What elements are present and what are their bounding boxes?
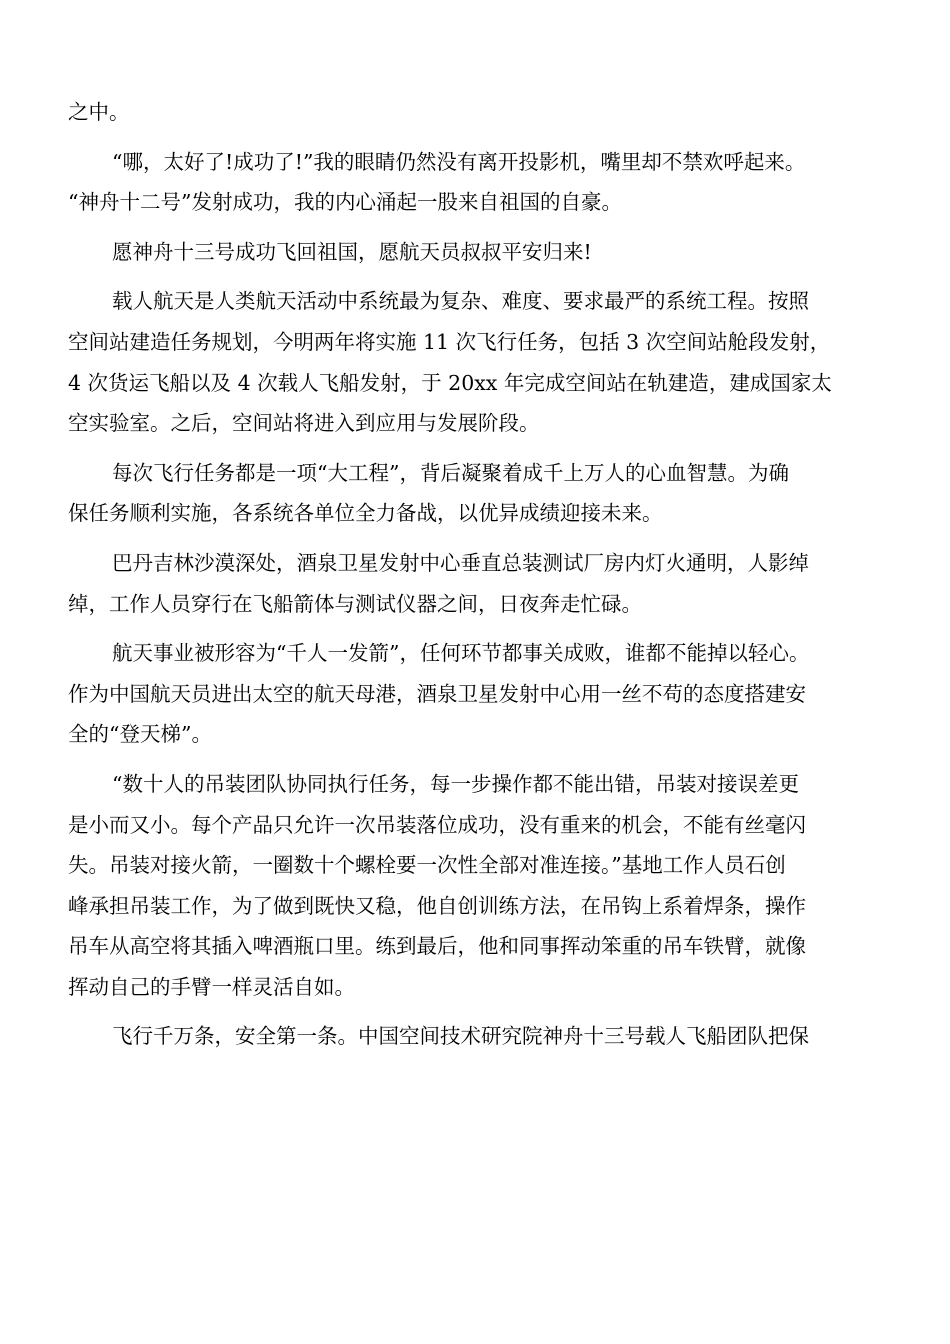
- text-line: 4 次货运飞船以及 4 次载人飞船发射，于 20xx 年完成空间站在轨建造，建成国家太: [68, 370, 832, 395]
- text-line: 每次飞行任务都是一项“大工程”，背后凝聚着成千上万人的心血智慧。为确: [112, 460, 789, 485]
- text-line: 全的“登天梯”。: [68, 722, 212, 747]
- text-line: “神舟十二号”发射成功，我的内心涌起一股来自祖国的自豪。: [68, 190, 622, 215]
- text-line: 失。吊装对接火箭，一圈数十个螺栓要一次性全部对准连接。”基地工作人员石创: [68, 853, 786, 878]
- text-line: 作为中国航天员进出太空的航天母港，酒泉卫星发射中心用一丝不苟的态度搭建安: [68, 681, 806, 706]
- document-body: [68, 92, 890, 1057]
- text-line: 之中。: [68, 100, 130, 124]
- text-line: 载人航天是人类航天活动中系统最为复杂、难度、要求最严的系统工程。按照: [112, 289, 809, 314]
- paragraph: [68, 543, 890, 624]
- paragraph: [68, 1016, 890, 1057]
- paragraph: [68, 453, 890, 534]
- paragraph: [68, 281, 890, 443]
- paragraph: [68, 764, 890, 1008]
- text-line: 愿神舟十三号成功飞回祖国，愿航天员叔叔平安归来!: [112, 239, 592, 264]
- text-line: 是小而又小。每个产品只允许一次吊装落位成功，没有重来的机会，不能有丝毫闪: [68, 812, 806, 837]
- text-line: 绰，工作人员穿行在飞船箭体与测试仪器之间，日夜奔走忙碌。: [68, 591, 642, 616]
- text-line: 空实验室。之后，空间站将进入到应用与发展阶段。: [68, 411, 540, 436]
- paragraph: [68, 232, 890, 273]
- text-line: 峰承担吊装工作，为了做到既快又稳，他自创训练方法，在吊钩上系着焊条，操作: [68, 893, 806, 918]
- text-line: 飞行千万条，安全第一条。中国空间技术研究院神舟十三号载人飞船团队把保: [112, 1024, 809, 1049]
- paragraph: [68, 142, 890, 223]
- text-line: 挥动自己的手臂一样灵活自如。: [68, 974, 355, 999]
- text-line: 巴丹吉林沙漠深处，酒泉卫星发射中心垂直总装测试厂房内灯火通明，人影绰: [112, 550, 809, 575]
- paragraph: [68, 633, 890, 755]
- text-line: 保任务顺利实施，各系统各单位全力备战，以优异成绩迎接未来。: [68, 501, 663, 526]
- text-line: 空间站建造任务规划，今明两年将实施 11 次飞行任务，包括 3 次空间站舱段发射，: [68, 329, 831, 354]
- text-line: 航天事业被形容为“千人一发箭”，任何环节都事关成败，谁都不能掉以轻心。: [112, 641, 810, 666]
- text-line: “数十人的吊装团队协同执行任务，每一步操作都不能出错，吊装对接误差更: [112, 771, 799, 796]
- text-line: “哪，太好了!成功了!”我的眼睛仍然没有离开投影机，嘴里却不禁欢呼起来。: [112, 149, 806, 174]
- paragraph: [68, 92, 890, 133]
- text-line: 吊车从高空将其插入啤酒瓶口里。练到最后，他和同事挥动笨重的吊车铁臂，就像: [68, 934, 806, 959]
